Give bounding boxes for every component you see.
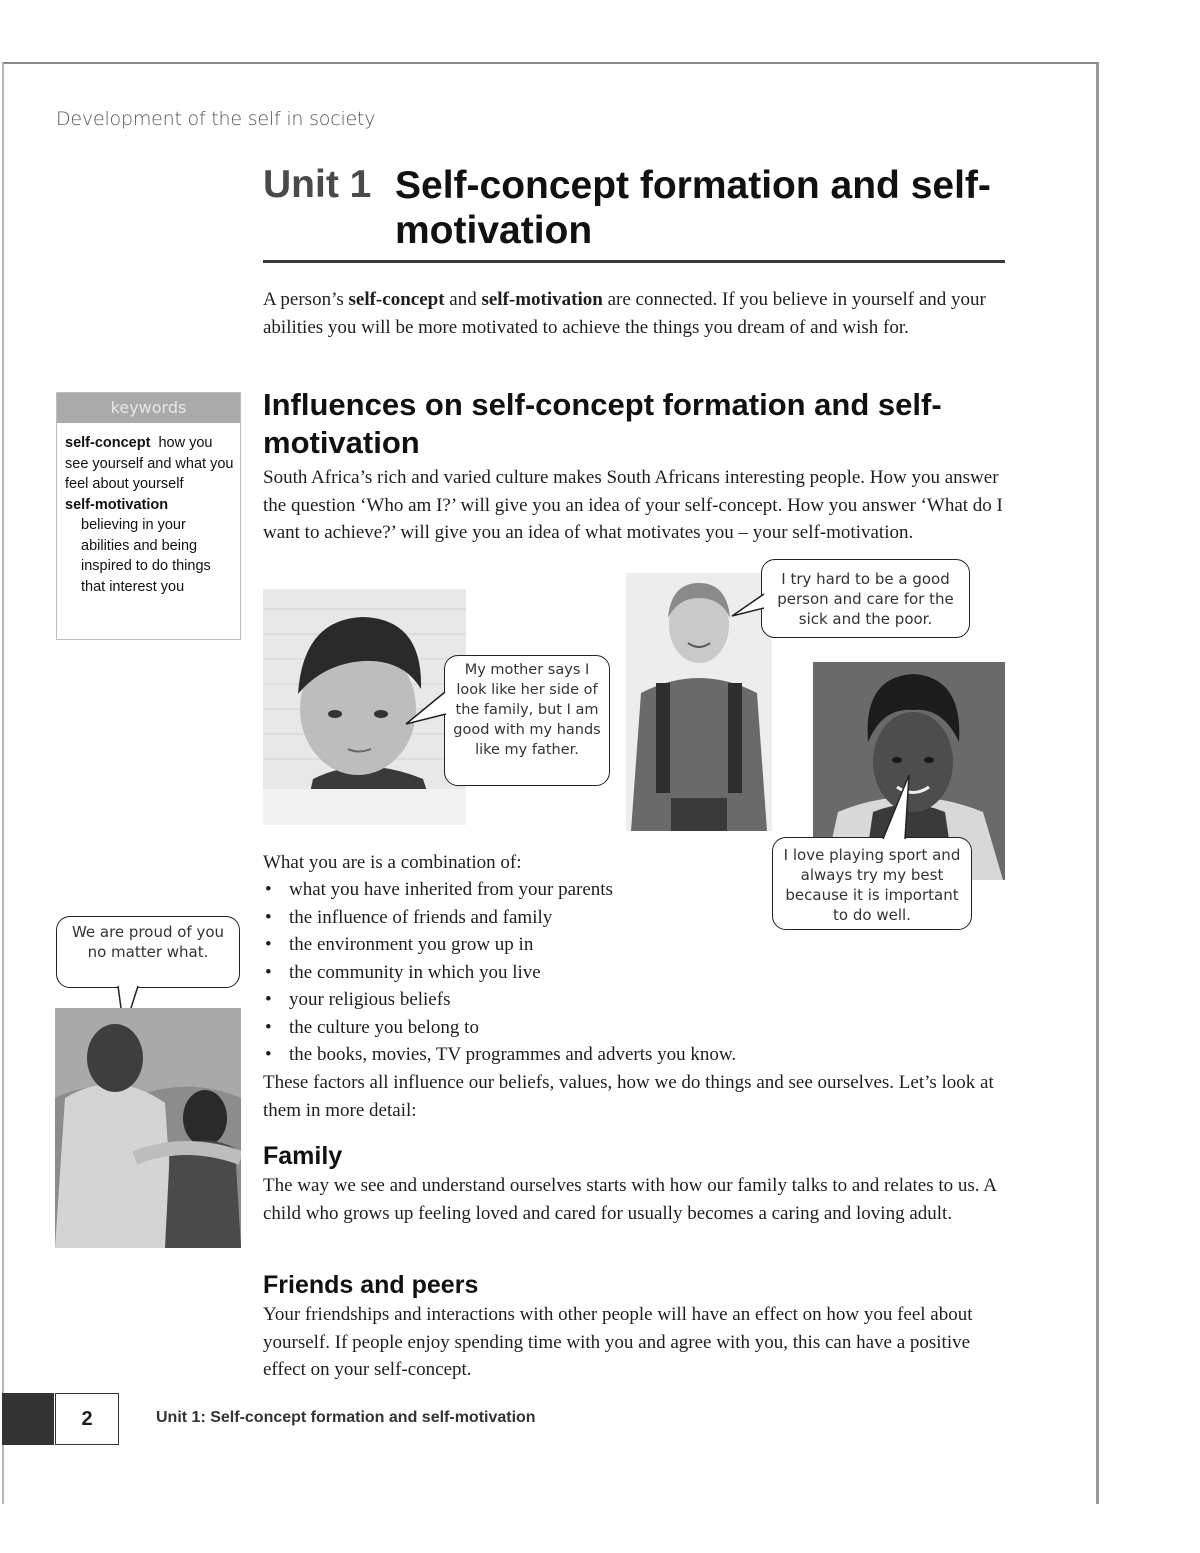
speech-bubble-boy: My mother says I look like her side of the family, but I am good with my hands like my father. [444, 655, 610, 786]
list-item: • what you have inherited from your parents [263, 876, 1003, 904]
list-item: • your religious beliefs [263, 986, 1003, 1014]
section-heading-family: Family [263, 1142, 343, 1170]
list-item: • the culture you belong to [263, 1014, 1003, 1042]
bubble-tail-curly-boy [875, 773, 915, 841]
section-heading-influences: Influences on self-concept formation and self-motivation [263, 387, 942, 460]
keyword-item [65, 433, 234, 495]
list-item: • the books, movies, TV programmes and adverts you know. [263, 1041, 1003, 1069]
page-title: Self-concept formation and self-motivation [395, 164, 991, 252]
running-head: Development of the self in society [56, 108, 376, 130]
section-heading-friends: Friends and peers [263, 1271, 479, 1299]
speech-bubble-girl: I try hard to be a good person and care for the sick and the poor. [761, 559, 970, 638]
list-item: • the environment you grow up in [263, 931, 1003, 959]
keyword-definition: how you see yourself and what you feel about yourself [65, 435, 234, 492]
family-paragraph: The way we see and understand ourselves starts with how our family talks to and relates to us. A child who grows up feeling loved and cared for usually becomes a caring and loving adult. [263, 1175, 996, 1224]
footer-title: Unit 1: Self-concept formation and self-motivation [156, 1409, 536, 1426]
keywords-heading: keywords [57, 393, 240, 423]
keywords-box [56, 392, 241, 640]
speech-bubble-father: We are proud of you no matter what. [56, 916, 240, 988]
keyword-term: self-concept [65, 435, 151, 451]
combination-intro: What you are is a combination of: [263, 852, 522, 873]
bubble-tail-girl [730, 592, 770, 622]
list-item: • the influence of friends and family [263, 904, 1003, 932]
page-number: 2 [55, 1393, 119, 1445]
speech-bubble-curly-boy: I love playing sport and always try my best because it is important to do well. [772, 837, 972, 930]
keyword-definition: believing in your abilities and being inspired to do things that interest you [81, 517, 211, 595]
photo-father-son [55, 1008, 241, 1248]
list-item: • the community in which you live [263, 959, 1003, 987]
keyword-term: self-motivation [65, 496, 169, 513]
keyword-item [65, 495, 234, 598]
friends-paragraph: Your friendships and interactions with other people will have an effect on how you feel about yourself. If people enjoy spending time with you and agree with you, this can have a positive effect on your self-concept. [263, 1304, 973, 1380]
title-rule [263, 260, 1005, 263]
influences-paragraph: South Africa’s rich and varied culture makes South Africans interesting people. How you answer the question ‘Who am I?’ will give you an idea of your self-concept. How you answer ‘What do I want to achieve?’ will give you an idea of what motivates you – your self-motivation. [263, 467, 1003, 543]
footer-block [2, 1393, 54, 1445]
bubble-tail-boy [404, 690, 454, 730]
factors-summary: These factors all influence our beliefs, values, how we do things and see ourselves. Let’s look at them in more detail: [263, 1072, 994, 1121]
factors-list [263, 876, 1003, 1069]
intro-paragraph: A person’s self-concept and self-motivation are connected. If you believe in yourself and your abilities you will be more motivated to achieve the things you dream of and wish for. [263, 289, 986, 338]
unit-number: Unit 1 [263, 163, 372, 206]
